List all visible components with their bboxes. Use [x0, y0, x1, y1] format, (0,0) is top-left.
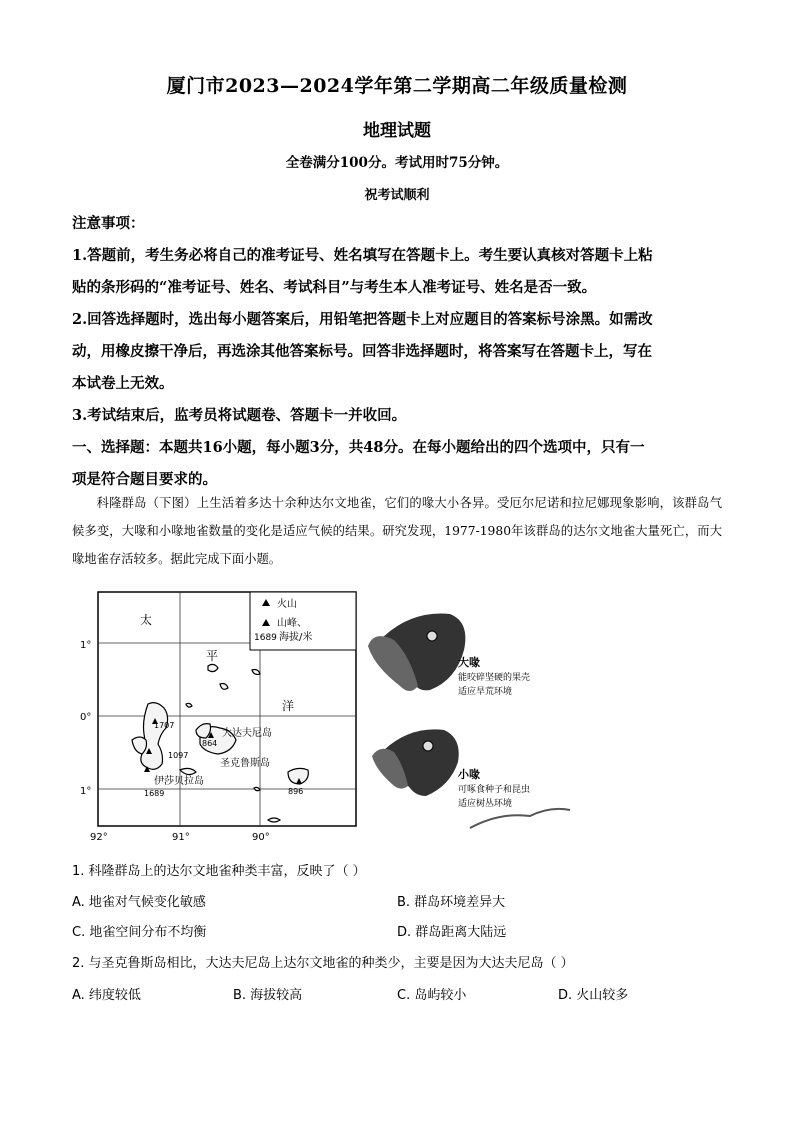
- note-line: 2.回答选择题时，选出每小题答案后，用铅笔把答题卡上对应题目的答案标号涂黑。如需改: [72, 311, 653, 328]
- small-beak-label: 小喙: [458, 768, 480, 781]
- espanola-island: [268, 818, 280, 822]
- note-line: 1.答题前，考生务必将自己的准考证号、姓名填写在答题卡上。考生要认真核对答题卡上粘: [72, 247, 653, 264]
- elevation-label: 1097: [168, 751, 189, 760]
- question-2-option-d[interactable]: D. 火山较多: [558, 988, 629, 1003]
- question-1-option-c[interactable]: C. 地雀空间分布不均衡: [72, 925, 207, 940]
- big-beak-desc: 能咬碎坚硬的果壳: [458, 673, 531, 683]
- lon-label: 91°: [172, 832, 190, 843]
- elevation-label: 896: [288, 787, 304, 796]
- elevation-label: 1707: [154, 721, 175, 730]
- note-line: 本试卷上无效。: [72, 375, 174, 392]
- section-heading-line1: 一、选择题：本题共16小题，每小题3分，共48分。在每小题给出的四个选项中，只有一: [72, 439, 645, 456]
- notes-heading: 注意事项：: [72, 215, 145, 232]
- island-label-daphne: 大达夫尼岛: [222, 728, 272, 739]
- small-island: [208, 664, 218, 671]
- island-label-isabela: 伊莎贝拉岛: [154, 776, 204, 787]
- question-1-option-d[interactable]: D. 群岛距离大陆远: [397, 925, 507, 940]
- lat-label: 0°: [80, 712, 92, 723]
- lat-label: 1°: [80, 786, 92, 797]
- question-2-stem: 2. 与圣克鲁斯岛相比，大达夫尼岛上达尔文地雀的种类少，主要是因为大达夫尼岛（ ）: [72, 956, 574, 971]
- good-luck-text: 祝考试顺利: [364, 188, 430, 203]
- sea-label: 洋: [282, 699, 295, 713]
- lon-label: 92°: [90, 832, 108, 843]
- question-1-option-b[interactable]: B. 群岛环境差异大: [397, 895, 506, 910]
- branch-sketch: [470, 809, 570, 828]
- elevation-label: 864: [202, 739, 218, 748]
- legend-peak-label2: 海拔/米: [279, 632, 313, 643]
- reading-passage: 科隆群岛（下图）上生活着多达十余种达尔文地雀，它们的喙大小各异。受厄尔尼诺和拉尼娜现象影响，该群岛气候多变，大喙和小喙地雀数量的变化是适应气候的结果。研究发现，1977-1980年该群岛的达尔文地雀大量死亡，而大喙地雀存活较多。据此完成下面小题。: [72, 496, 722, 566]
- question-1-option-a[interactable]: A. 地雀对气候变化敏感: [72, 895, 206, 910]
- bird-eye-icon: [427, 631, 437, 641]
- big-beak-label: 大喙: [458, 656, 480, 669]
- note-line: 贴的条形码的“准考证号、姓名、考试科目”与考生本人准考证号、姓名是否一致。: [72, 279, 597, 296]
- legend-peak-example: 1689: [254, 633, 277, 643]
- bird-eye-icon: [423, 741, 433, 751]
- note-line: 3.考试结束后，监考员将试题卷、答题卡一并收回。: [72, 407, 407, 424]
- small-beak-desc: 可啄食种子和昆虫: [458, 785, 531, 795]
- note-line: 动，用橡皮擦干净后，再选涂其他答案标号。回答非选择题时，将答案写在答题卡上，写在: [72, 343, 652, 360]
- small-beak-desc: 适应树丛环境: [458, 799, 513, 809]
- sea-label: 太: [140, 613, 153, 627]
- question-2-option-c[interactable]: C. 岛屿较小: [397, 988, 467, 1003]
- elevation-label: 1689: [144, 789, 165, 798]
- lat-label: 1°: [80, 640, 92, 651]
- small-beak-finch: [372, 729, 459, 796]
- legend-volcano-label: 火山: [277, 599, 297, 610]
- question-1-stem: 1. 科隆群岛上的达尔文地雀种类丰富，反映了（ ）: [72, 864, 366, 879]
- galapagos-map: [72, 588, 362, 843]
- section-heading-line2: 项是符合题目要求的。: [72, 471, 217, 488]
- small-island: [254, 787, 260, 790]
- island-label-santa-cruz: 圣克鲁斯岛: [220, 758, 270, 769]
- page-title: 厦门市2023—2024学年第二学期高二年级质量检测: [166, 75, 628, 97]
- finch-beak-figure: [360, 600, 600, 845]
- question-2-option-b[interactable]: B. 海拔较高: [233, 988, 303, 1003]
- question-2-option-a[interactable]: A. 纬度较低: [72, 988, 141, 1003]
- lon-label: 90°: [252, 832, 270, 843]
- subject-title: 地理试题: [363, 121, 431, 141]
- sea-label: 平: [206, 649, 219, 663]
- legend-peak-label: 山峰、: [277, 618, 307, 629]
- small-island: [186, 703, 192, 707]
- big-beak-desc: 适应旱荒环境: [458, 687, 513, 697]
- exam-info: 全卷满分100分。考试用时75分钟。: [285, 155, 509, 171]
- big-beak-finch: [368, 614, 465, 691]
